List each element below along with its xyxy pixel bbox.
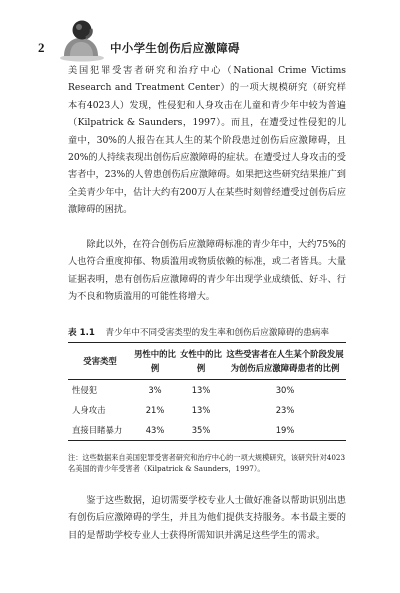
table-header-row [68, 343, 346, 380]
table-row [68, 420, 346, 441]
cell-ptsd: 30% [275, 385, 295, 395]
table-row [68, 400, 346, 420]
cell-type: 性侵犯 [72, 385, 98, 395]
running-title: 中小学生创伤后应激障碍 [110, 41, 240, 55]
header-victim-type: 受害类型 [68, 343, 132, 380]
cell-male: 3% [148, 385, 162, 395]
cell-female: 13% [191, 405, 211, 415]
header-ptsd-rate: 这些受害者在人生某个阶段发展为创伤后应激障碍患者的比例 [224, 343, 346, 380]
table-caption [68, 326, 346, 338]
table-note: 注：这些数据来自美国犯罪受害者研究和治疗中心的一项大规模研究，该研究针对4023名美国的青少年受害者（Kilpatrick & Saunders，1997）。 [68, 453, 346, 473]
page-number: 2 [38, 40, 45, 55]
paragraph-2: 除此以外，在符合创伤后应激障碍标准的青少年中，大约75%的人也符合重度抑郁、物质滥用或物质依赖的标准，或二者皆具。大量证据表明，患有创伤后应激障碍的青少年出现学业成绩低、好斗、行为不良和物质滥用的可能性将增大。 [68, 239, 346, 303]
cell-female: 35% [178, 420, 224, 441]
table-caption-text: 青少年中不同受害类型的发生率和创伤后应激障碍的患病率 [105, 328, 329, 338]
cell-male: 43% [132, 420, 178, 441]
cell-ptsd: 19% [224, 420, 346, 441]
table-row [68, 380, 346, 401]
paragraph-1: 美国犯罪受害者研究和治疗中心（National Crime Victims Research and Treatment Center）的一项大规模研究（研究样本有4023人）发现，性侵犯和人身攻击在儿童和青少年中较为普遍（Kilpatrick & Saunders，1997）。而且，在遭受过性侵犯的儿童中，30%的人报告在其人生的某个阶段患过创伤后应激障碍，且20%的人持续表现出创伤后应激障碍的症状。在遭受过人身攻击的受害者中，23%的人曾患创伤后应激障碍。如果把这些研究结果推广到全美青少年中，估计大约有200万人在某些时刻曾经遭受过创伤后应激障碍的困扰。 [68, 65, 346, 216]
thinking-figure-icon [52, 16, 112, 62]
victimization-table [68, 342, 346, 441]
paragraph-3: 鉴于这些数据，迫切需要学校专业人士做好准备以帮助识别出患有创伤后应激障碍的学生，并且为他们提供支持服务。本书最主要的目的是帮助学校专业人士获得所需知识并满足这些学生的需求。 [68, 495, 346, 541]
page-header [0, 0, 400, 64]
table-number: 表 1.1 [68, 328, 95, 338]
cell-female: 13% [191, 385, 211, 395]
cell-male: 21% [145, 405, 165, 415]
cell-ptsd: 23% [275, 405, 295, 415]
header-male-rate: 男性中的比例 [132, 343, 178, 380]
cell-type: 直接目睹暴力 [68, 420, 132, 441]
cell-type: 人身攻击 [72, 405, 106, 415]
header-female-rate: 女性中的比例 [178, 343, 224, 380]
